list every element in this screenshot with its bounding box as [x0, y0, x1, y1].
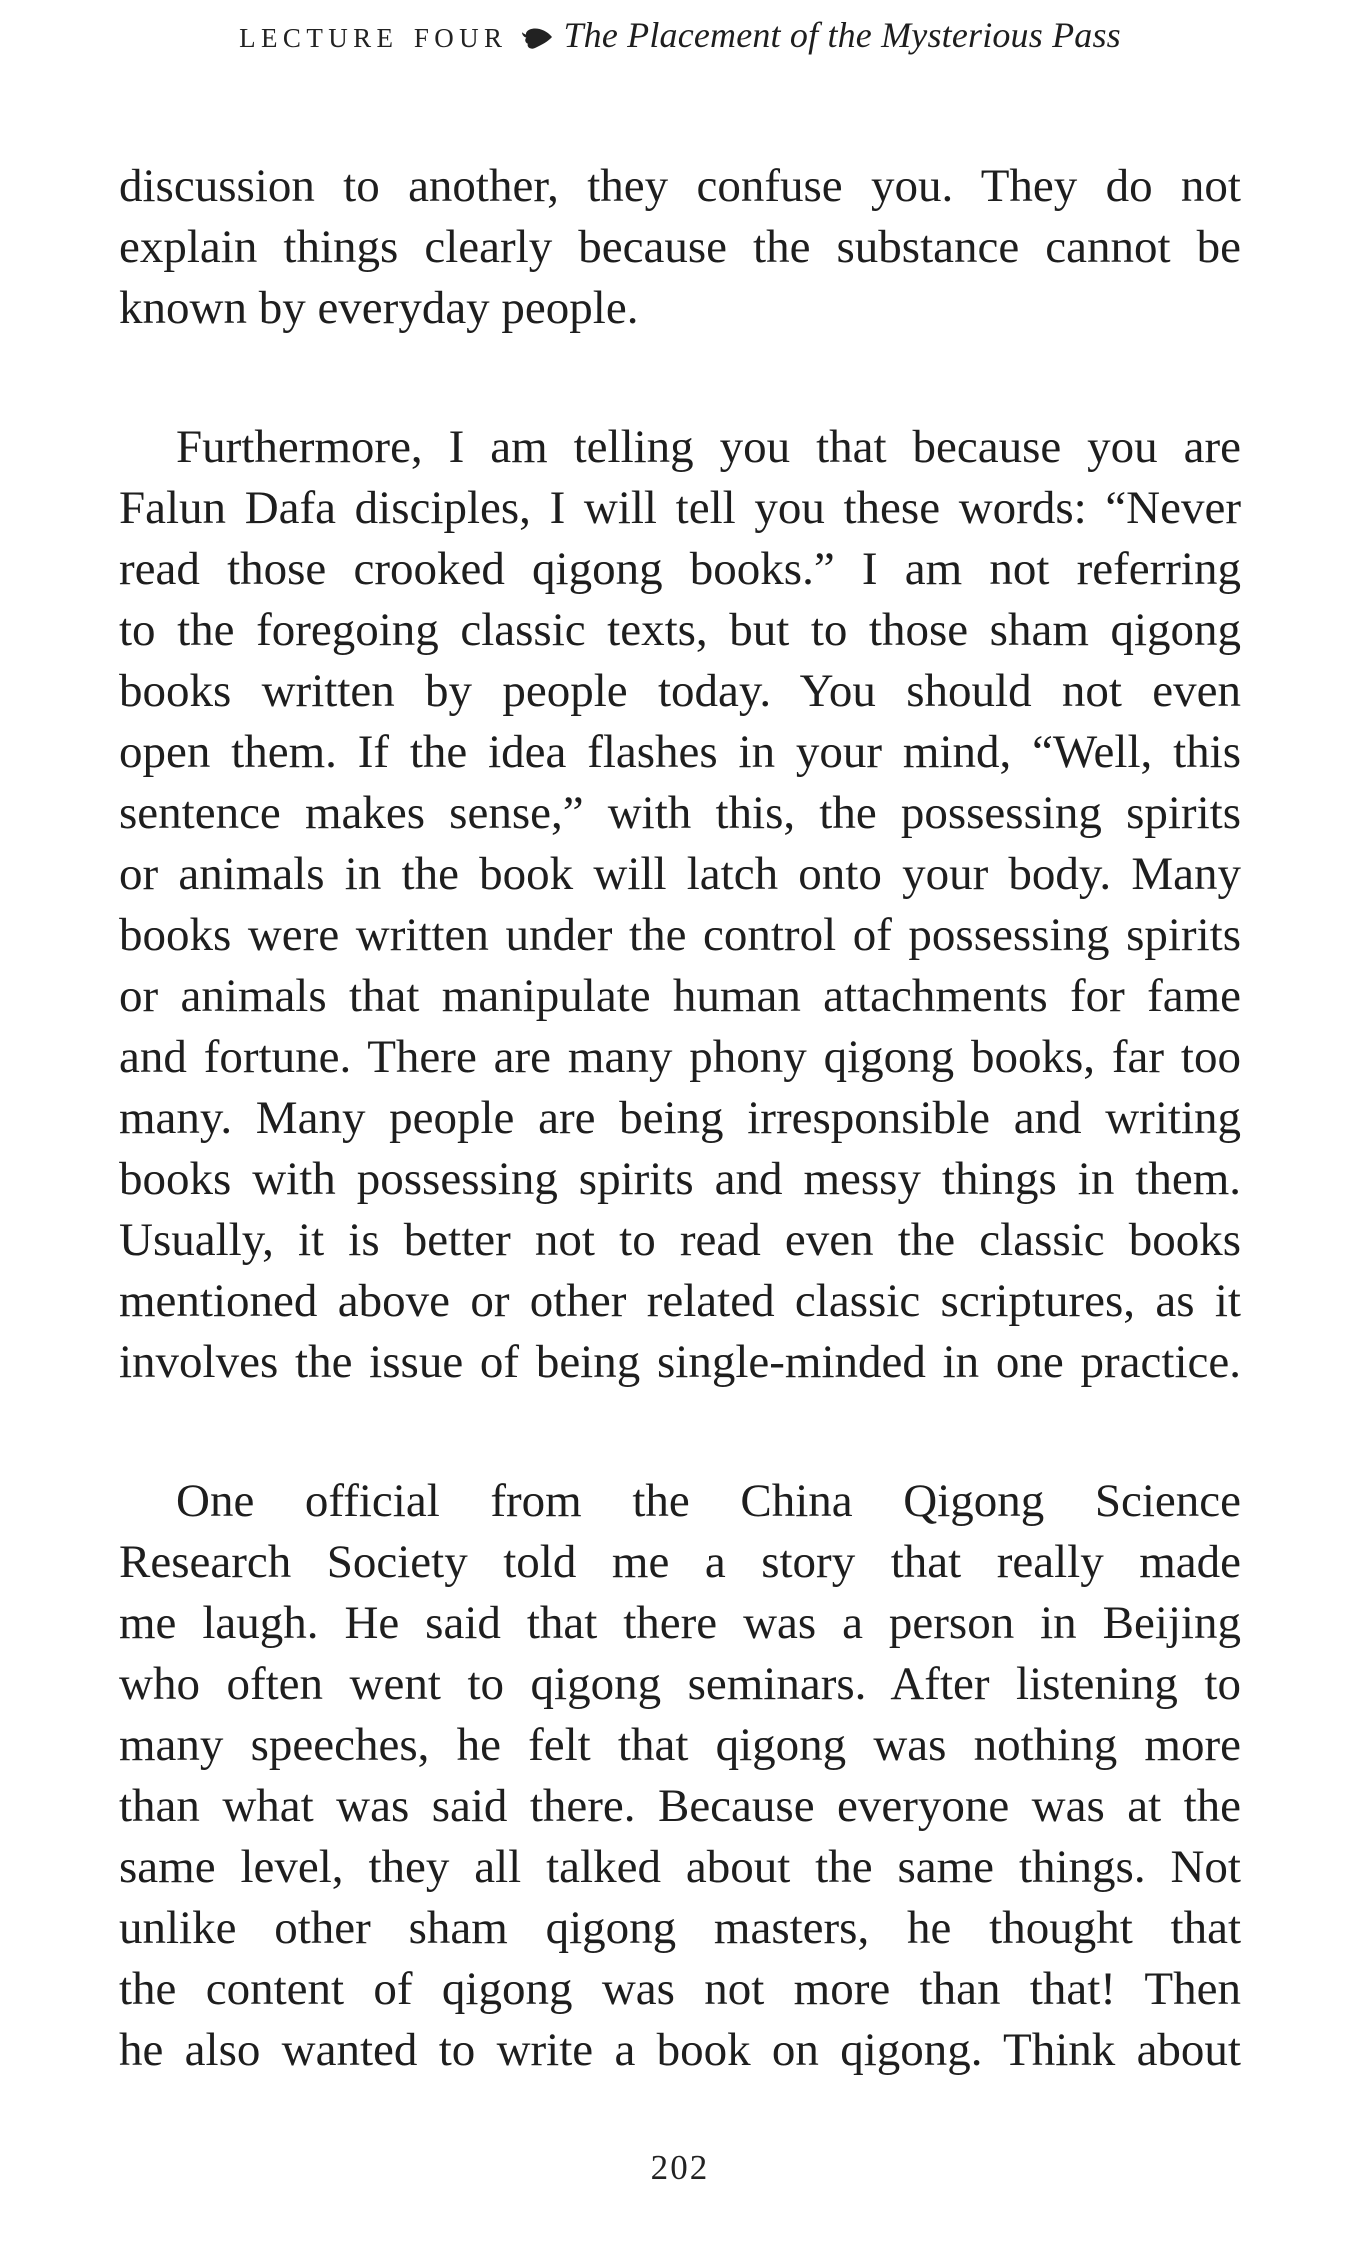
paragraph	[119, 417, 1241, 1393]
text-line: than what was said there. Because everyone was at the	[119, 1780, 1241, 1832]
text-line: explain things clearly because the substance cannot be	[119, 221, 1241, 273]
text-line: same level, they all talked about the same things. Not	[119, 1841, 1241, 1893]
text-line: open them. If the idea flashes in your mind, “Well, this	[119, 726, 1241, 778]
text-line: or animals that manipulate human attachments for fame	[119, 970, 1241, 1022]
text-line: he also wanted to write a book on qigong. Think about	[119, 2024, 1241, 2076]
text-line: me laugh. He said that there was a person in Beijing	[119, 1597, 1241, 1649]
lecture-label: LECTURE FOUR	[239, 23, 508, 53]
text-line: One official from the China Qigong Science	[176, 1475, 1241, 1527]
text-line: involves the issue of being single-minded in one practice.	[119, 1336, 1241, 1388]
text-line: many speeches, he felt that qigong was nothing more	[119, 1719, 1241, 1771]
fleuron-leaf-icon	[521, 25, 553, 51]
text-line: mentioned above or other related classic scriptures, as it	[119, 1275, 1241, 1327]
text-line: unlike other sham qigong masters, he thought that	[119, 1902, 1241, 1954]
text-line: or animals in the book will latch onto your body. Many	[119, 848, 1241, 900]
paragraph	[119, 156, 1241, 339]
text-line: books with possessing spirits and messy things in them.	[119, 1153, 1241, 1205]
paragraph	[119, 1471, 1241, 2081]
text-line: books were written under the control of possessing spirits	[119, 909, 1241, 961]
text-line: the content of qigong was not more than that! Then	[119, 1963, 1241, 2015]
text-line: books written by people today. You should not even	[119, 665, 1241, 717]
text-line: read those crooked qigong books.” I am not referring	[119, 543, 1241, 595]
text-line: discussion to another, they confuse you. They do not	[119, 160, 1241, 212]
chapter-title: The Placement of the Mysterious Pass	[563, 15, 1121, 55]
page-number: 202	[650, 2148, 710, 2187]
text-line: Research Society told me a story that really made	[119, 1536, 1241, 1588]
text-line: Usually, it is better not to read even the classic books	[119, 1214, 1241, 1266]
text-line: Falun Dafa disciples, I will tell you these words: “Never	[119, 482, 1241, 534]
text-line: who often went to qigong seminars. After listening to	[119, 1658, 1241, 1710]
running-head	[0, 0, 1360, 70]
text-line: sentence makes sense,” with this, the possessing spirits	[119, 787, 1241, 839]
text-line: Furthermore, I am telling you that because you are	[176, 421, 1241, 473]
text-line: known by everyday people.	[119, 282, 639, 334]
text-line: to the foregoing classic texts, but to those sham qigong	[119, 604, 1241, 656]
text-line: many. Many people are being irresponsible and writing	[119, 1092, 1241, 1144]
body-text	[119, 156, 1241, 2081]
text-line: and fortune. There are many phony qigong books, far too	[119, 1031, 1241, 1083]
